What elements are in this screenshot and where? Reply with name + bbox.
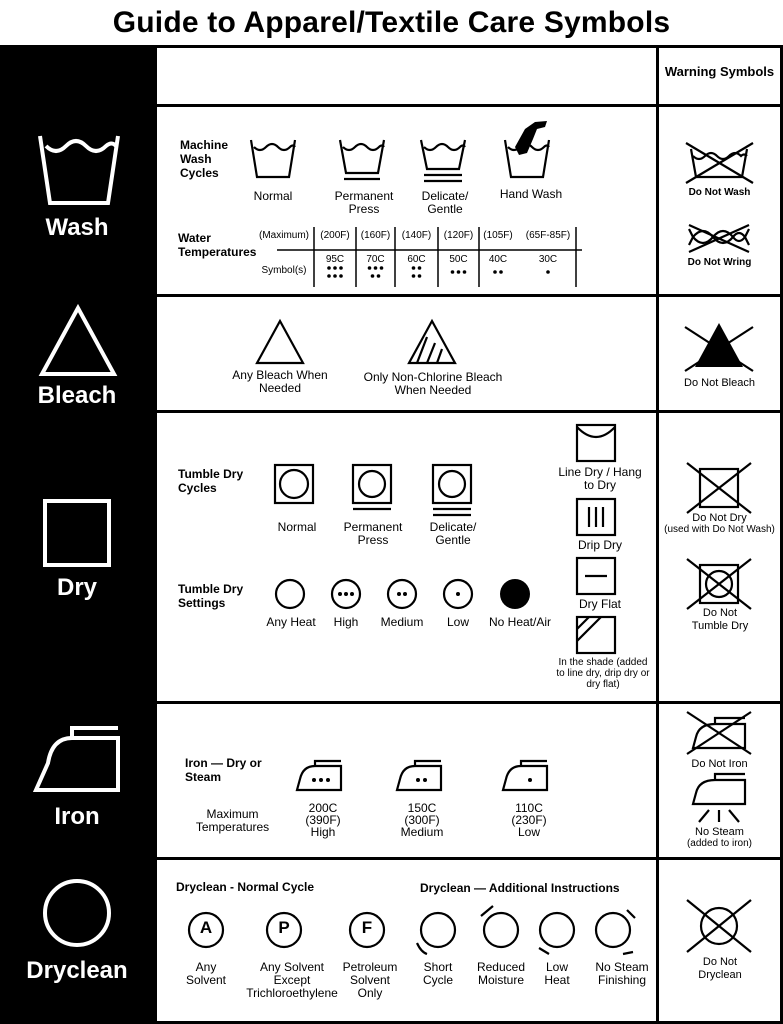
temp-dots [438, 264, 479, 280]
setting-medium: Medium [380, 615, 424, 629]
temp-dots [356, 264, 395, 280]
do-not-wring-label: Do Not Wring [687, 257, 752, 268]
wash-category-icon [40, 136, 118, 203]
reduced-moisture-icon [481, 906, 518, 947]
temp-dot [493, 270, 497, 274]
any-solvent-label: Any Solvent [185, 960, 227, 987]
temp-dot [418, 266, 422, 270]
wash-delicate-icon [421, 140, 465, 181]
wash-normal-icon [251, 140, 295, 177]
dryclean-warning-icons [659, 860, 780, 1021]
do-not-bleach-label: Do Not Bleach [684, 377, 755, 389]
iron-medium-icon [397, 761, 441, 790]
maximum-temperatures-label: Maximum Temperatures [195, 807, 270, 834]
petroleum-solvent-label: Petroleum Solvent Only [342, 960, 398, 1000]
temp-f: (160F) [360, 230, 391, 241]
setting-low: Low [446, 615, 469, 629]
iron-high-f: (390F) [305, 813, 341, 827]
wash-category-label: Wash [45, 214, 109, 241]
temp-dot [463, 270, 467, 274]
do-not-bleach-icon [685, 323, 753, 371]
line-dry-icon [577, 425, 615, 461]
no-steam-finishing-label: No Steam Finishing [595, 960, 649, 987]
temp-dot [333, 274, 337, 278]
reduced-moisture-label: Reduced Moisture [476, 960, 526, 987]
temp-dot [339, 274, 343, 278]
line-dry-label: Line Dry / Hang to Dry [558, 465, 642, 492]
temp-dot [327, 266, 331, 270]
iron-low-c: 110C [515, 801, 543, 815]
tumble-dry-normal-icon [275, 465, 313, 503]
tumble-dry-cycle-permanent-press: Permanent Press [343, 520, 403, 547]
temp-dot [374, 266, 378, 270]
iron-low-icon [503, 761, 547, 790]
medium-heat-icon [388, 580, 416, 608]
tumble-dry-cycle-normal: Normal [277, 520, 317, 534]
do-not-dry-note: (used with Do Not Wash) [664, 524, 775, 535]
temp-f: (120F) [443, 230, 474, 241]
temp-dot [377, 274, 381, 278]
dryclean-additional-label: Dryclean — Additional Instructions [420, 881, 620, 895]
do-not-dry-icon [687, 463, 751, 513]
temp-dot [339, 266, 343, 270]
bleach-category-icon [42, 308, 114, 374]
dryclean-a-letter: A [199, 918, 213, 937]
any-bleach-icon [257, 321, 303, 363]
temp-dot [380, 266, 384, 270]
tumble-dry-delicate-icon [433, 465, 471, 515]
bleach-category-label: Bleach [37, 382, 117, 409]
iron-high-c: 200C [308, 801, 338, 815]
do-not-dryclean-label: Do Not Dryclean [698, 956, 742, 981]
dryclean-category-label: Dryclean [26, 957, 128, 984]
do-not-iron-icon [687, 712, 751, 754]
do-not-tumble-dry-icon [687, 559, 751, 609]
wash-cycle-normal: Normal [253, 189, 293, 203]
non-chlorine-bleach-label: Only Non-Chlorine Bleach When Needed [363, 370, 503, 397]
wash-permanent-press-icon [340, 140, 384, 179]
wash-cycle-hand-wash: Hand Wash [499, 187, 563, 201]
dryclean-p-letter: P [278, 918, 290, 937]
wash-cycle-permanent-press: Permanent Press [334, 189, 394, 216]
iron-medium-c: 150C [407, 801, 437, 815]
low-heat-label: Low Heat [544, 960, 570, 987]
no-steam-icon [693, 774, 745, 822]
temp-dot [333, 266, 337, 270]
temp-dot [451, 270, 455, 274]
dryclean-f-letter: F [361, 918, 373, 937]
tumble-dry-cycle-delicate: Delicate/ Gentle [429, 520, 477, 547]
temp-c: 70C [366, 254, 385, 265]
iron-category-label: Iron [54, 803, 100, 830]
tumble-dry-cycles-label: Tumble Dry Cycles [178, 467, 244, 495]
dry-category-label: Dry [56, 574, 98, 601]
hand-icon [515, 121, 547, 155]
do-not-wash-icon [686, 143, 753, 183]
drip-dry-icon [577, 499, 615, 535]
dry-flat-label: Dry Flat [579, 597, 621, 611]
do-not-wash-label: Do Not Wash [688, 187, 751, 198]
temp-c: 30C [538, 254, 558, 265]
iron-high-name: High [310, 825, 336, 839]
machine-wash-cycles-label: Machine Wash Cycles [180, 138, 229, 180]
temp-dot [412, 274, 416, 278]
temp-dots [395, 264, 438, 280]
setting-any-heat: Any Heat [266, 615, 316, 629]
temp-f: (140F) [401, 230, 432, 241]
dryclean-symbols [157, 860, 657, 1021]
do-not-dry-label: Do Not Dry [692, 512, 747, 524]
in-the-shade-label: In the shade (added to line dry, drip dry or dry flat) [556, 657, 650, 690]
temp-dot [327, 274, 331, 278]
bleach-warning-icons [659, 297, 780, 410]
temp-dot [546, 270, 550, 274]
do-not-iron-label: Do Not Iron [691, 758, 748, 770]
non-chlorine-bleach-icon [409, 321, 455, 363]
tumble-dry-settings-label: Tumble Dry Settings [178, 582, 244, 610]
warning-header: Warning Symbols [664, 64, 775, 79]
temp-dots [314, 264, 356, 280]
no-steam-label: No Steam [695, 826, 744, 838]
any-solvent-except-label: Any Solvent Except Trichloroethylene [246, 960, 338, 1000]
no-steam-finishing-icon [596, 910, 635, 954]
temp-dot [418, 274, 422, 278]
iron-low-f: (230F) [511, 813, 547, 827]
page-title: Guide to Apparel/Textile Care Symbols [0, 0, 783, 48]
dryclean-normal-label: Dryclean - Normal Cycle [176, 880, 315, 894]
temp-c: 50C [449, 254, 468, 265]
setting-high: High [333, 615, 359, 629]
temp-f: (65F-85F) [525, 230, 571, 241]
no-heat-icon [500, 579, 530, 609]
temp-dot [412, 266, 416, 270]
dryclean-category-icon [45, 881, 109, 945]
short-cycle-label: Short Cycle [422, 960, 453, 987]
temp-dot [457, 270, 461, 274]
temp-dot [499, 270, 503, 274]
do-not-tumble-dry-label: Do Not Tumble Dry [691, 607, 749, 632]
wash-cycle-delicate: Delicate/ Gentle [421, 189, 469, 216]
do-not-wring-icon [689, 225, 749, 252]
symbols-label: Symbol(s) [261, 265, 307, 276]
do-not-dryclean-icon [687, 900, 751, 952]
temp-c: 60C [407, 254, 426, 265]
temp-f: (200F) [320, 230, 350, 241]
iron-medium-name: Medium [400, 825, 444, 839]
iron-low-name: Low [517, 825, 540, 839]
water-temperatures-label: Water Temperatures [178, 231, 257, 259]
any-heat-icon [276, 580, 304, 608]
dry-category-icon [45, 501, 109, 565]
iron-high-icon [297, 761, 341, 790]
any-bleach-label: Any Bleach When Needed [232, 368, 328, 395]
dry-flat-icon [577, 558, 615, 594]
iron-category-icon [36, 728, 118, 790]
maximum-label: (Maximum) [259, 230, 309, 241]
category-icons [0, 48, 154, 1024]
iron-medium-f: (300F) [404, 813, 440, 827]
tumble-dry-permanent-press-icon [353, 465, 391, 509]
temp-dots [520, 264, 576, 280]
dry-warning-icons [659, 413, 780, 701]
temp-dots [479, 264, 517, 280]
iron-dry-or-steam-label: Iron — Dry or Steam [185, 756, 262, 784]
in-the-shade-icon [577, 617, 615, 653]
temp-dot [371, 274, 375, 278]
drip-dry-label: Drip Dry [578, 538, 622, 552]
temp-c: 40C [488, 254, 508, 265]
low-heat-dryclean-icon [539, 913, 574, 954]
temp-dot [368, 266, 372, 270]
short-cycle-icon [417, 913, 455, 954]
temp-f: (105F) [483, 230, 513, 241]
temp-c: 95C [325, 254, 345, 265]
no-steam-note: (added to iron) [686, 838, 753, 849]
setting-no-heat: No Heat/Air [488, 615, 552, 629]
